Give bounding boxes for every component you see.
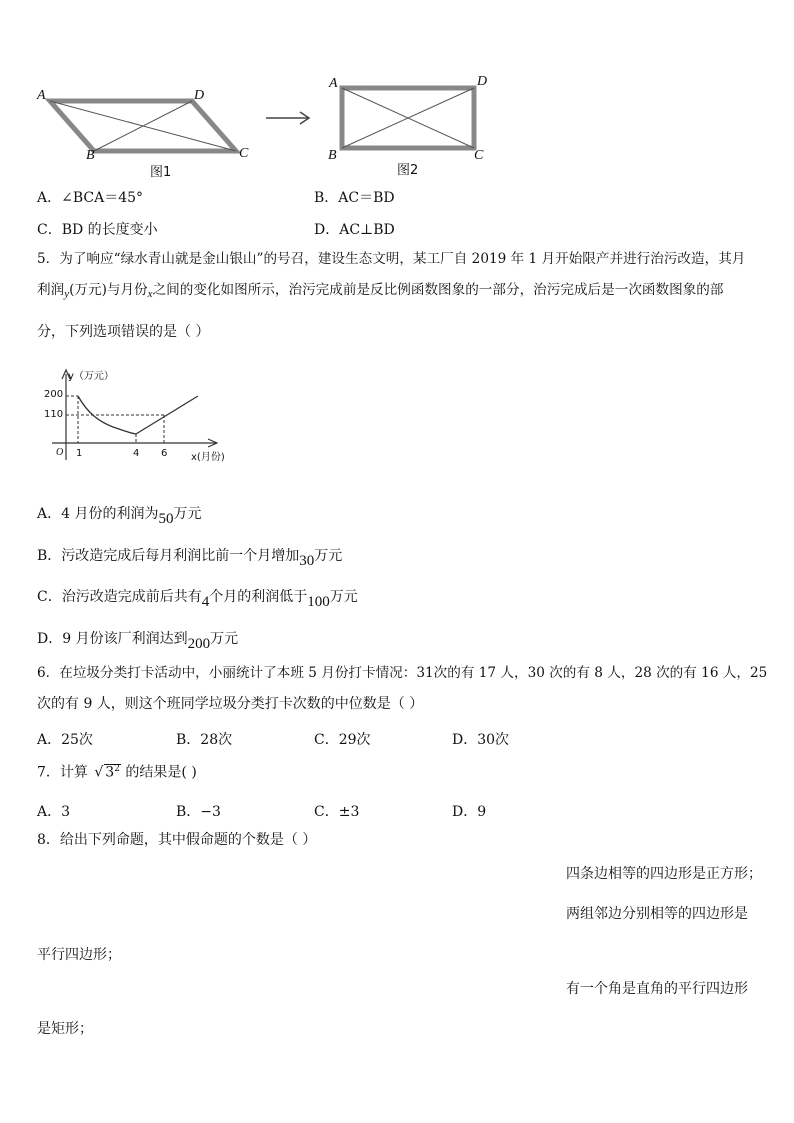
q5-stem-line-2 xyxy=(37,284,723,298)
q6-stem-line-1: 6．在垃圾分类打卡活动中，小丽统计了本班 5 月份打卡情况：31次的有 17 人，30 次的有 8 人，28 次的有 16 人，25 xyxy=(37,665,768,681)
q4-option-d: D．AC⊥BD xyxy=(314,222,395,238)
q7-exponent: 2 xyxy=(114,764,120,774)
q5-option-d-value: 200 xyxy=(187,636,211,652)
q6-option-d: D．30次 xyxy=(452,732,510,748)
q5-option-d xyxy=(37,628,239,652)
graph-y-tick-200: 200 xyxy=(44,389,64,400)
q5-option-b-value: 30 xyxy=(299,553,315,569)
fig2-point-b: B xyxy=(328,148,337,163)
q5-option-b xyxy=(37,545,343,569)
graph-y-tick-110: 110 xyxy=(44,409,64,420)
q8-proposition-2a: 两组邻边分别相等的四边形是 xyxy=(566,906,748,922)
graph-x-tick-1: 1 xyxy=(76,448,83,459)
q5-option-b-unit: 万元 xyxy=(314,548,343,564)
q5-option-c-value: 4 xyxy=(201,594,210,610)
fig2-caption: 图2 xyxy=(397,163,419,178)
q7-sqrt-expression: √ $3^2$ xyxy=(94,764,120,781)
q8-proposition-3b: 是矩形； xyxy=(37,1021,93,1037)
q4-option-a: A．∠BCA＝45° xyxy=(37,190,144,206)
q6-option-a: A．25次 xyxy=(37,732,93,748)
graph-x-tick-6: 6 xyxy=(161,448,168,459)
graph-x-axis-label: x(月份) xyxy=(191,452,225,463)
q5-option-a-value: 50 xyxy=(158,511,174,527)
q5-text-unit: (万元)与月份 xyxy=(69,282,148,298)
q4-option-c: C．BD 的长度变小 xyxy=(37,222,158,238)
q5-var-y: y xyxy=(64,288,70,300)
graph-y-axis-label: y（万元） xyxy=(68,371,114,382)
q5-stem-line-3: 分，下列选项错误的是（ ） xyxy=(37,324,210,340)
q5-text-profit: 利润 xyxy=(37,282,65,298)
fig1-point-a: A xyxy=(37,88,46,103)
q7-option-a: A．3 xyxy=(37,804,71,820)
q5-option-b-text: B．污改造完成后每月利润比前一个月增加 xyxy=(37,548,300,564)
q5-option-a xyxy=(37,503,202,527)
q5-option-c-mid: 个月的利润低于 xyxy=(209,589,308,605)
q8-proposition-2b: 平行四边形； xyxy=(37,947,121,963)
q5-option-a-text: A．4 月份的利润为 xyxy=(37,506,159,522)
figure-1 xyxy=(36,84,256,176)
q8-stem: 8．给出下列命题，其中假命题的个数是（ ） xyxy=(37,832,317,848)
q5-stem-line-1: 5．为了响应“绿水青山就是金山银山”的号召，建设生态文明，某工厂自 2019 年 1 月开始限产并进行治污改造，其月 xyxy=(37,251,746,267)
fig2-point-a: A xyxy=(329,76,338,91)
q7-option-c: C．±3 xyxy=(314,804,360,820)
q5-option-d-text: D．9 月份该厂利润达到 xyxy=(37,631,188,647)
fig1-caption: 图1 xyxy=(150,165,172,180)
q5-option-c-value-2: 100 xyxy=(307,594,330,610)
figure-2 xyxy=(330,80,490,160)
fig1-point-b: B xyxy=(86,148,95,163)
q7-option-d: D．9 xyxy=(452,804,487,820)
parallelogram-diagram xyxy=(36,84,256,176)
q5-option-c xyxy=(37,586,358,610)
graph-x-tick-4: 4 xyxy=(133,448,140,459)
q7-text-post: 的结果是( ) xyxy=(125,764,197,781)
q5-var-x: x xyxy=(147,288,153,300)
fig1-point-d: D xyxy=(194,88,205,103)
q6-option-b: B．28次 xyxy=(176,732,233,748)
q7-text-pre: 7．计算 xyxy=(37,764,88,781)
transform-arrow-icon xyxy=(264,110,312,130)
q5-option-a-unit: 万元 xyxy=(173,506,202,522)
rectangle-diagram xyxy=(330,80,490,160)
graph-origin: O xyxy=(56,447,64,458)
q4-option-b: B．AC＝BD xyxy=(314,190,395,206)
q7-option-b: B．−3 xyxy=(176,804,221,820)
q5-text-rest: 之间的变化如图所示，治污完成前是反比例函数图象的一部分，治污完成后是一次函数图象的部 xyxy=(152,282,724,298)
q6-stem-line-2: 次的有 9 人，则这个班同学垃圾分类打卡次数的中位数是（ ） xyxy=(37,696,424,712)
fig2-point-c: C xyxy=(474,148,484,163)
q5-option-c-unit: 万元 xyxy=(329,589,358,605)
fig1-point-c: C xyxy=(239,146,249,161)
q6-option-c: C．29次 xyxy=(314,732,371,748)
q5-option-d-unit: 万元 xyxy=(210,631,239,647)
q7-radicand: 3 xyxy=(105,764,115,781)
fig2-point-d: D xyxy=(477,74,488,89)
q5-option-c-text: C．治污改造完成前后共有 xyxy=(37,589,202,605)
q8-proposition-1: 四条边相等的四边形是正方形； xyxy=(566,866,762,882)
q7-stem xyxy=(37,764,197,780)
q8-proposition-3a: 有一个角是直角的平行四边形 xyxy=(566,981,748,997)
